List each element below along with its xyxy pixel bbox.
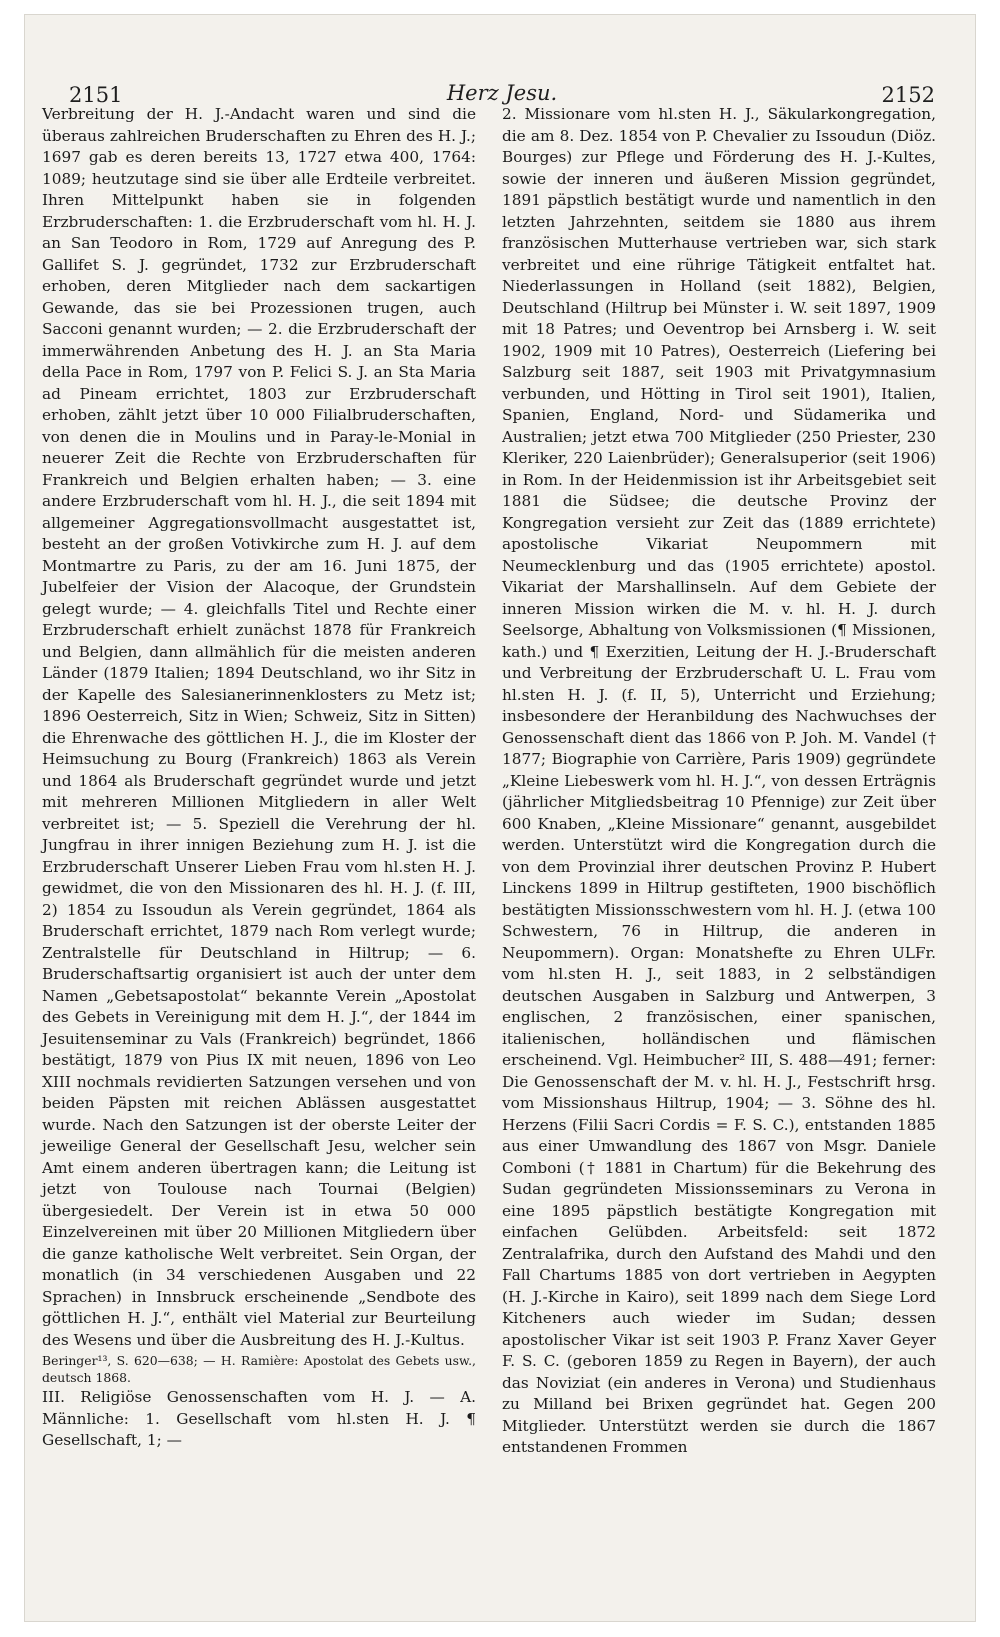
section-iii-heading: III. Religiöse Genossenschaften vom H. J. — A. Männliche: 1. Gesellschaft vom hl.sten H. J. ¶ Gesellschaft, 1; — bbox=[42, 1388, 476, 1449]
left-page-number: 2151 bbox=[69, 83, 123, 107]
right-page-number: 2152 bbox=[881, 83, 935, 107]
right-column bbox=[502, 104, 936, 1459]
left-column bbox=[42, 104, 476, 1452]
left-paragraph-bruderschaften: Verbreitung der H. J.-Andacht waren und sind die überaus zahlreichen Bruderschaften zu Ehren des H. J.; 1697 gab es deren bereits 13, 1727 etwa 400, 1764: 1089; heutzutage sind sie über alle Erdteile verbreitet. Ihren Mittelpunkt haben sie in folgenden Erzbruderschaften: 1. die Erzbruderschaft vom hl. H. J. an San Teodoro in Rom, 1729 auf Anregung des P. Gallifet S. J. gegründet, 1732 zur Erzbruderschaft erhoben, deren Mitglieder nach dem sackartigen Gewande, das sie bei Prozessionen trugen, auch Sacconi genannt wurden; — 2. die Erzbruderschaft der immerwährenden Anbetung des H. J. an Sta Maria della Pace in Rom, 1797 von P. Felici S. J. an Sta Maria ad Pineam errichtet, 1803 zur Erzbruderschaft erhoben, zählt jetzt über 10 000 Filialbruderschaften, von denen die in Moulins und in Paray-le-Monial in neuerer Zeit die Rechte von Erzbruderschaften für Frankreich und Belgien erhalten haben; — 3. eine andere Erzbruderschaft vom hl. H. J., die seit 1894 mit allgemeiner Aggregationsvollmacht ausgestattet ist, besteht an der großen Votivkirche zum H. J. auf dem Montmartre zu Paris, zu der am 16. Juni 1875, der Jubelfeier der Vision der Alacoque, der Grundstein gelegt wurde; — 4. gleichfalls Titel und Rechte einer Erzbruderschaft erhielt zunächst 1878 für Frankreich und Belgien, dann allmählich für die meisten anderen Länder (1879 Italien; 1894 Deutschland, wo ihr Sitz in der Kapelle des Salesianerinnenklosters zu Metz ist; 1896 Oesterreich, Sitz in Wien; Schweiz, Sitz in Sitten) die Ehrenwache des göttlichen H. J., die im Kloster der Heimsuchung zu Bourg (Frankreich) 1863 als Verein und 1864 als Bruderschaft gegründet wurde und jetzt mit mehreren Millionen Mitgliedern in aller Welt verbreitet ist; — 5. Speziell die Verehrung der hl. Jungfrau in ihrer innigen Beziehung zum H. J. ist die Erzbruderschaft Unserer Lieben Frau vom hl.sten H. J. gewidmet, die von den Missionaren des hl. H. J. (f. III, 2) 1854 zu Issoudun als Verein gegründet, 1864 als Bruderschaft errichtet, 1879 nach Rom verlegt wurde; Zentralstelle für Deutschland in Hiltrup; — 6. Bruderschaftsartig organisiert ist auch der unter dem Namen „Gebetsapostolat“ bekannte Verein „Apostolat des Gebets in Vereinigung mit dem H. J.“, der 1844 im Jesuitenseminar zu Vals (Frankreich) begründet, 1866 bestätigt, 1879 von Pius IX mit neuen, 1896 von Leo XIII nochmals revidierten Satzungen versehen und von beiden Päpsten mit reichen Ablässen ausgestattet wurde. Nach den Satzungen ist der oberste Leiter der jeweilige General der Gesellschaft Jesu, welcher sein Amt einem anderen übertragen kann; die Leitung ist jetzt von Toulouse nach Tournai (Belgien) übergesiedelt. Der Verein ist in etwa 50 000 Einzelvereinen mit über 20 Millionen Mitgliedern über die ganze katholische Welt verbreitet. Sein Organ, der monatlich (in 34 verschiedenen Ausgaben und 22 Sprachen) in Innsbruck erscheinende „Sendbote des göttlichen H. J.“, enthält viel Material zur Beurteilung des Wesens und über die Ausbreitung des H. J.-Kultus. bbox=[42, 105, 476, 1349]
literature-references: Beringer¹³, S. 620—638; — H. Ramière: Apostolat des Gebets usw., deutsch 1868. bbox=[42, 1353, 476, 1385]
right-paragraph-missionare: 2. Missionare vom hl.sten H. J., Säkularkongregation, die am 8. Dez. 1854 von P. Chevalier zu Issoudun (Diöz. Bourges) zur Pflege und Förderung des H. J.-Kultes, sowie der inneren und äußeren Mission gegründet, 1891 päpstlich bestätigt wurde und namentlich in den letzten Jahrzehnten, seitdem sie 1880 aus ihrem französischen Mutterhause vertrieben war, sich stark verbreitet und eine rührige Tätigkeit entfaltet hat. Niederlassungen in Holland (seit 1882), Belgien, Deutschland (Hiltrup bei Münster i. W. seit 1897, 1909 mit 18 Patres; und Oeventrop bei Arnsberg i. W. seit 1902, 1909 mit 10 Patres), Oesterreich (Liefering bei Salzburg seit 1887, seit 1903 mit Privatgymnasium verbunden, und Hötting in Tirol seit 1901), Italien, Spanien, England, Nord- und Südamerika und Australien; jetzt etwa 700 Mitglieder (250 Priester, 230 Kleriker, 220 Laienbrüder); Generalsuperior (seit 1906) in Rom. In der Heidenmission ist ihr Arbeitsgebiet seit 1881 die Südsee; die deutsche Provinz der Kongregation versieht zur Zeit das (1889 errichtete) apostolische Vikariat Neupommern mit Neumecklenburg und das (1905 errichtete) apostol. Vikariat der Marshallinseln. Auf dem Gebiete der inneren Mission wirken die M. v. hl. H. J. durch Seelsorge, Abhaltung von Volksmissionen (¶ Missionen, kath.) und ¶ Exerzitien, Leitung der H. J.-Bruderschaft und Verbreitung der Erzbruderschaft U. L. Frau vom hl.sten H. J. (f. II, 5), Unterricht und Erziehung; insbesondere der Heranbildung des Nachwuchses der Genossenschaft dient das 1866 von P. Joh. M. Vandel († 1877; Biographie von Carrière, Paris 1909) gegründete „Kleine Liebeswerk vom hl. H. J.“, von dessen Erträgnis (jährlicher Mitgliedsbeitrag 10 Pfennige) zur Zeit über 600 Knaben, „Kleine Missionare“ genannt, ausgebildet werden. Unterstützt wird die Kongregation durch die von dem Provinzial ihrer deutschen Provinz P. Hubert Linckens 1899 in Hiltrup gestifteten, 1900 bischöflich bestätigten Missionsschwestern vom hl. H. J. (etwa 100 Schwestern, 76 in Hiltrup, die anderen in Neupommern). Organ: Monatshefte zu Ehren ULFr. vom hl.sten H. J., seit 1883, in 2 selbständigen deutschen Ausgaben in Salzburg und Antwerpen, 3 englischen, 2 französischen, einer spanischen, italienischen, holländischen und flämischen erscheinend. Vgl. Heimbucher² III, S. 488—491; ferner: Die Genossenschaft der M. v. hl. H. J., Festschrift hrsg. vom Missionshaus Hiltrup, 1904; — 3. Söhne des hl. Herzens (Filii Sacri Cordis = F. S. C.), entstanden 1885 aus einer Umwandlung des 1867 von Msgr. Daniele Comboni († 1881 in Chartum) für die Bekehrung des Sudan gegründeten Missionsseminars zu Verona in eine 1895 päpstlich bestätigte Kongregation mit einfachen Gelübden. Arbeitsfeld: seit 1872 Zentralafrika, durch den Aufstand des Mahdi und den Fall Chartums 1885 von dort vertrieben in Aegypten (H. J.-Kirche in Kairo), seit 1899 nach dem Siege Lord Kitcheners auch wieder im Sudan; dessen apostolischer Vikar ist seit 1903 P. Franz Xaver Geyer F. S. C. (geboren 1859 zu Regen in Bayern), der auch das Noviziat (ein anderes in Verona) und Studienhaus zu Milland bei Brixen gegründet hat. Gegen 200 Mitglieder. Unterstützt werden sie durch die 1867 entstandenen Frommen bbox=[502, 105, 936, 1456]
running-title: Herz Jesu. bbox=[446, 81, 558, 105]
